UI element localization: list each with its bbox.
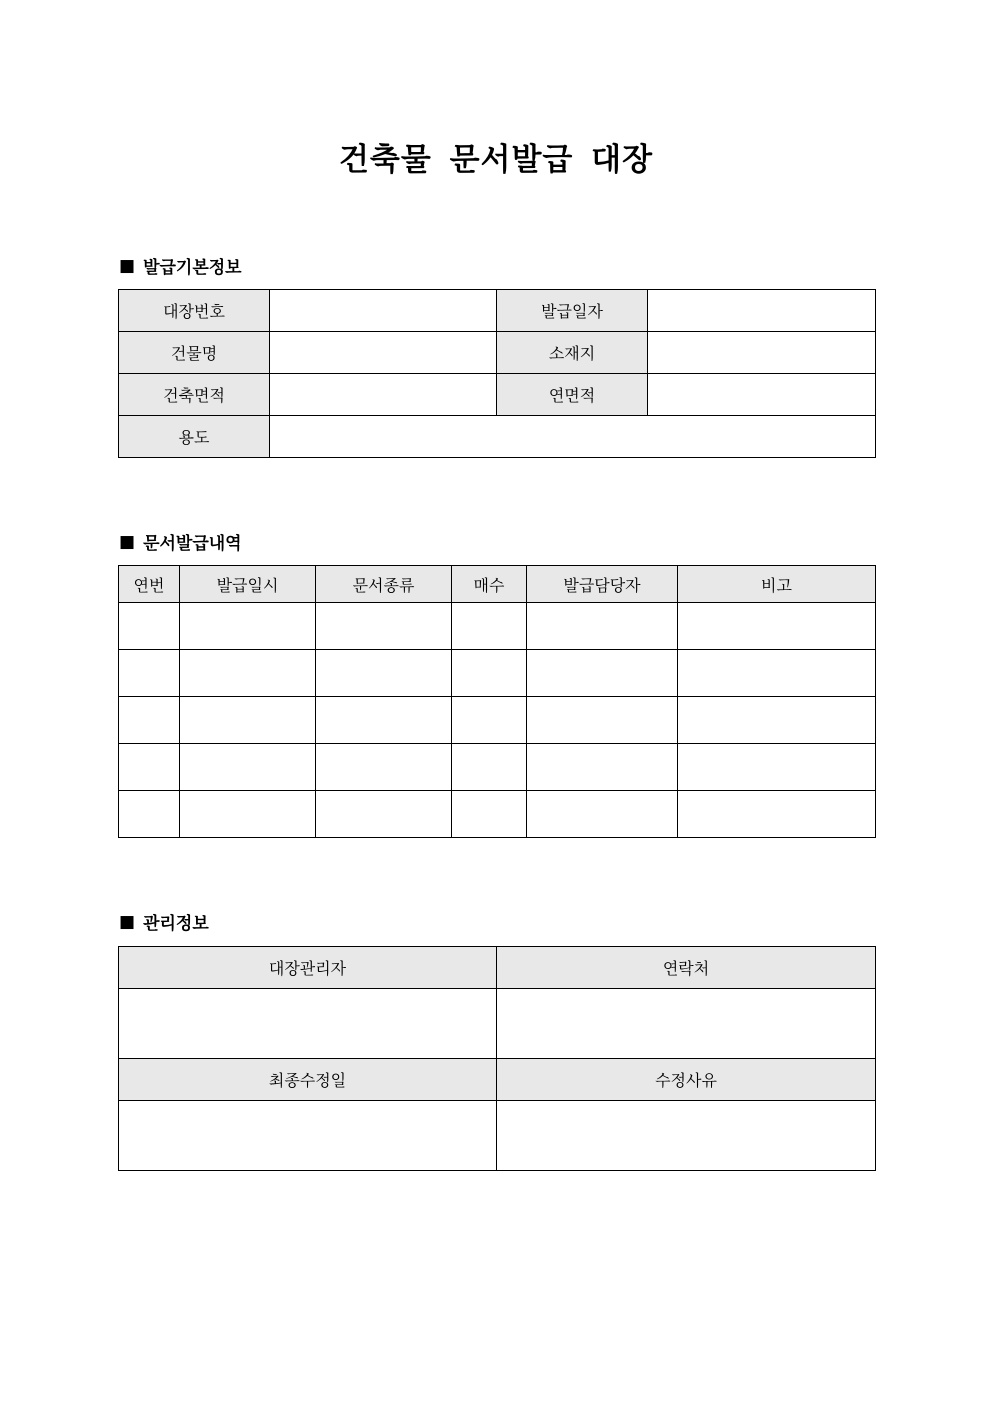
label-manager: 대장관리자	[119, 947, 497, 989]
table-cell[interactable]	[452, 603, 527, 650]
table-row	[119, 744, 876, 791]
table-cell[interactable]	[119, 791, 180, 838]
section-title: 발급기본정보	[143, 258, 242, 278]
label-building-area: 건축면적	[119, 374, 270, 416]
table-cell[interactable]	[527, 791, 678, 838]
field-location[interactable]	[648, 332, 876, 374]
label-contact: 연락처	[497, 947, 876, 989]
table-cell[interactable]	[316, 791, 452, 838]
table-cell[interactable]	[452, 744, 527, 791]
section-title: 문서발급내역	[143, 534, 242, 554]
table-cell[interactable]	[678, 791, 876, 838]
table-cell[interactable]	[678, 603, 876, 650]
basic-info-table	[118, 289, 876, 458]
management-info-table	[118, 946, 876, 1171]
square-bullet-icon: ■	[119, 531, 136, 552]
column-header-remarks: 비고	[678, 566, 876, 603]
issue-history-table	[118, 565, 876, 838]
table-cell[interactable]	[527, 744, 678, 791]
field-use[interactable]	[270, 416, 876, 458]
table-cell[interactable]	[119, 603, 180, 650]
column-header-no: 연번	[119, 566, 180, 603]
column-header-issuer: 발급담당자	[527, 566, 678, 603]
field-reason[interactable]	[497, 1101, 876, 1171]
table-cell[interactable]	[452, 697, 527, 744]
field-total-floor-area[interactable]	[648, 374, 876, 416]
table-cell[interactable]	[527, 650, 678, 697]
table-cell[interactable]	[316, 697, 452, 744]
column-header-issue-datetime: 발급일시	[180, 566, 316, 603]
label-building-name: 건물명	[119, 332, 270, 374]
table-cell[interactable]	[119, 744, 180, 791]
table-row	[119, 603, 876, 650]
label-issue-date: 발급일자	[497, 290, 648, 332]
table-cell[interactable]	[119, 650, 180, 697]
table-cell[interactable]	[527, 603, 678, 650]
table-cell[interactable]	[119, 697, 180, 744]
table-cell[interactable]	[316, 650, 452, 697]
table-cell[interactable]	[180, 744, 316, 791]
page-title: 건축물 문서발급 대장	[338, 142, 654, 178]
section-heading-basic	[119, 253, 242, 278]
field-building-name[interactable]	[270, 332, 497, 374]
table-cell[interactable]	[180, 697, 316, 744]
field-building-area[interactable]	[270, 374, 497, 416]
field-issue-date[interactable]	[648, 290, 876, 332]
label-ledger-no: 대장번호	[119, 290, 270, 332]
table-cell[interactable]	[316, 603, 452, 650]
table-cell[interactable]	[452, 791, 527, 838]
square-bullet-icon: ■	[119, 911, 136, 932]
table-cell[interactable]	[316, 744, 452, 791]
label-use: 용도	[119, 416, 270, 458]
square-bullet-icon: ■	[119, 255, 136, 276]
section-heading-history	[119, 529, 242, 554]
table-row	[119, 791, 876, 838]
label-location: 소재지	[497, 332, 648, 374]
field-manager[interactable]	[119, 989, 497, 1059]
table-row	[119, 697, 876, 744]
table-cell[interactable]	[180, 650, 316, 697]
label-reason: 수정사유	[497, 1059, 876, 1101]
table-cell[interactable]	[678, 650, 876, 697]
field-last-modified[interactable]	[119, 1101, 497, 1171]
label-total-floor-area: 연면적	[497, 374, 648, 416]
table-cell[interactable]	[678, 697, 876, 744]
table-cell[interactable]	[180, 791, 316, 838]
column-header-copies: 매수	[452, 566, 527, 603]
label-last-modified: 최종수정일	[119, 1059, 497, 1101]
field-ledger-no[interactable]	[270, 290, 497, 332]
table-row	[119, 650, 876, 697]
column-header-doc-type: 문서종류	[316, 566, 452, 603]
section-heading-manage	[119, 909, 209, 934]
table-cell[interactable]	[452, 650, 527, 697]
section-title: 관리정보	[143, 914, 209, 934]
field-contact[interactable]	[497, 989, 876, 1059]
table-cell[interactable]	[180, 603, 316, 650]
table-cell[interactable]	[678, 744, 876, 791]
table-cell[interactable]	[527, 697, 678, 744]
